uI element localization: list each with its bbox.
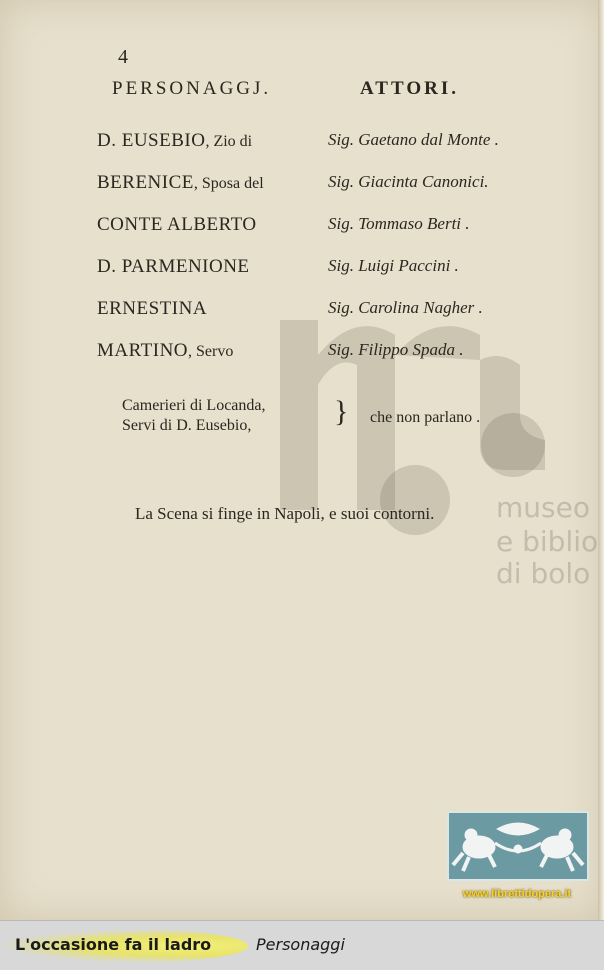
actor-name: Sig. Carolina Nagher . <box>328 298 483 317</box>
site-url-link[interactable]: www.librettidopera.it <box>462 888 572 900</box>
scene-setting: La Scena si finge in Napoli, e suoi contorni. <box>135 504 435 523</box>
watermark-text-3: di bolo <box>496 557 591 590</box>
cherubs-icon <box>449 813 587 879</box>
cast-role-entry <box>97 130 252 152</box>
role-name: MARTINO <box>97 340 189 361</box>
section-name: Personaggi <box>256 935 345 954</box>
watermark-text-1: museo <box>496 491 590 524</box>
actor-name: Sig. Tommaso Berti . <box>328 214 470 233</box>
page-number: 4 <box>118 46 128 68</box>
actor-name: Sig. Gaetano dal Monte . <box>328 130 499 149</box>
cast-row <box>97 298 557 328</box>
opera-title[interactable]: L'occasione fa il ladro <box>15 935 212 954</box>
ensemble-line-1: Camerieri di Locanda, <box>122 397 266 414</box>
ensemble-note: che non parlano . <box>370 409 481 426</box>
ensemble-line-2: Servi di D. Eusebio, <box>122 417 252 434</box>
ensemble-block <box>122 397 542 447</box>
actor-name: Sig. Giacinta Canonici. <box>328 172 489 191</box>
cast-row <box>97 130 557 160</box>
role-name: D. EUSEBIO <box>97 130 206 151</box>
cast-row <box>97 214 557 244</box>
actor-name: Sig. Luigi Paccini . <box>328 256 459 275</box>
cast-row <box>97 172 557 202</box>
cast-role-entry <box>97 340 233 362</box>
cast-row <box>97 256 557 286</box>
cast-role-entry <box>97 172 264 194</box>
role-name: BERENICE <box>97 172 194 193</box>
role-note: , Servo <box>188 343 234 360</box>
cast-role-entry <box>97 256 250 278</box>
brace-glyph: } <box>334 395 349 428</box>
roles-heading: PERSONAGGJ. <box>112 78 272 99</box>
role-name: ERNESTINA <box>97 298 208 319</box>
actor-name: Sig. Filippo Spada . <box>328 340 464 359</box>
watermark-text-2: e biblio <box>496 525 599 558</box>
librettidopera-logo[interactable] <box>447 811 589 881</box>
role-name: CONTE ALBERTO <box>97 214 257 235</box>
role-name: D. PARMENIONE <box>97 256 250 277</box>
cast-role-entry <box>97 298 207 320</box>
role-note: , Zio di <box>205 133 253 150</box>
footer-bar <box>0 920 604 970</box>
actors-heading: ATTORI. <box>360 78 459 99</box>
cast-role-entry <box>97 214 257 236</box>
cast-row <box>97 340 557 370</box>
role-note: , Sposa del <box>193 175 264 192</box>
